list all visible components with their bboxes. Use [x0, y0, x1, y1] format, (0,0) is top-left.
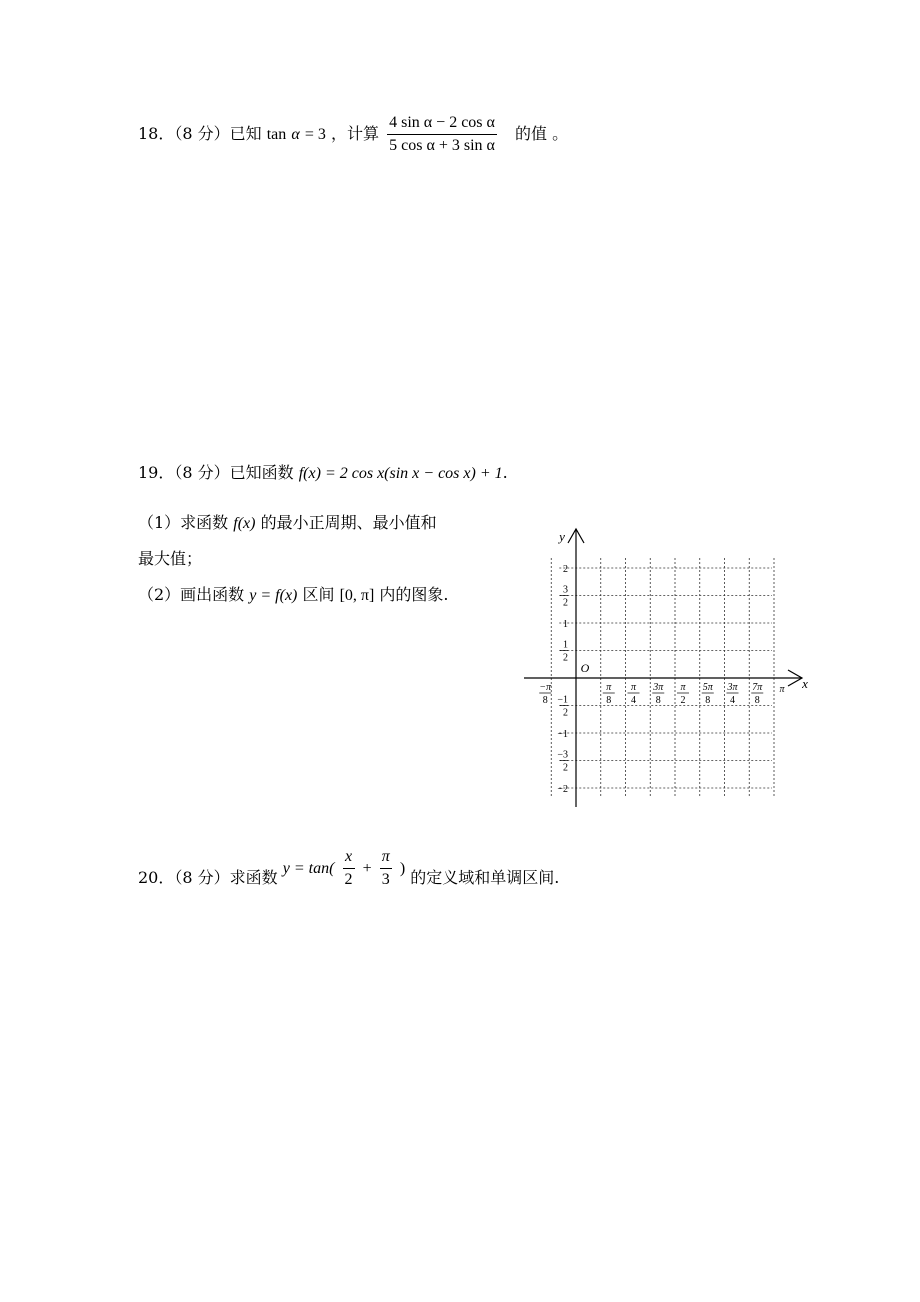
x-tick-label-8: π — [779, 684, 785, 695]
q20-suffix: 的定义域和单调区间. — [410, 868, 560, 887]
y-axis-label: y — [559, 529, 565, 544]
q19-p2-a: （2）画出函数 — [138, 585, 245, 604]
q18-numerator: 4 sin α − 2 cos α — [387, 112, 497, 135]
q20-rparen: ) — [399, 860, 406, 877]
q19-prefix: 19．（8 分）已知函数 — [138, 463, 294, 482]
x-tick-den-6: 4 — [730, 695, 735, 706]
q19-p1-f: f(x) — [233, 515, 256, 532]
x-tick-num-5: 5π — [702, 682, 713, 693]
q18-given-rhs: = 3 — [304, 126, 326, 143]
x-tick-num-2: π — [630, 682, 637, 693]
q20-fraction-1 — [343, 846, 355, 891]
x-tick-num-3: 3π — [653, 682, 664, 693]
x-tick-den-4: 2 — [680, 695, 686, 706]
coordinate-grid — [520, 525, 820, 815]
y-tick-num-1: 3 — [563, 584, 568, 596]
q20-plus: + — [362, 860, 372, 877]
origin-label: O — [580, 661, 590, 675]
q19-p1-a: （1）求函数 — [138, 513, 229, 532]
q19-p1-b: 的最小正周期、最小值和 — [260, 513, 437, 532]
y-tick-num-4: −1 — [557, 694, 568, 706]
x-tick-den-5: 8 — [705, 695, 711, 706]
q20-f1-num: x — [343, 846, 355, 869]
question-20 — [138, 846, 559, 891]
q19-part2 — [138, 582, 449, 605]
q19-p2-interval: [0, π] — [339, 587, 375, 604]
y-tick-label-5: −1 — [557, 729, 568, 740]
y-tick-den-4: 2 — [563, 707, 568, 719]
q18-given-var: α — [291, 126, 300, 143]
q18-mid: ，计算 — [331, 124, 380, 143]
y-tick-num-3: 1 — [563, 639, 568, 651]
q20-f2-num: π — [380, 846, 392, 869]
x-tick-den-2: 4 — [631, 695, 636, 706]
q20-f1-den: 2 — [344, 871, 353, 888]
question-18 — [138, 112, 568, 157]
q20-fraction-2 — [380, 846, 392, 891]
q19-p2-f: y = f(x) — [249, 587, 298, 604]
x-tick-den-0: 8 — [542, 695, 548, 706]
y-tick-label-7: −2 — [557, 784, 568, 795]
x-tick-num-4: π — [680, 682, 686, 693]
q18-suffix: 的值 。 — [515, 124, 569, 143]
y-tick-label-2: 1 — [563, 619, 568, 630]
q18-prefix: 18．（8 分）已知 — [138, 124, 262, 143]
y-tick-den-6: 2 — [563, 762, 568, 774]
x-tick-den-7: 8 — [754, 695, 760, 706]
x-tick-num-6: 3π — [727, 682, 738, 693]
q19-function: f(x) = 2 cos x(sin x − cos x) + 1 — [298, 465, 503, 482]
y-tick-num-6: −3 — [557, 749, 568, 761]
y-tick-den-1: 2 — [563, 597, 568, 609]
q19-p1-c: 最大值； — [138, 549, 203, 568]
question-19 — [138, 460, 508, 483]
x-tick-num-1: π — [606, 682, 612, 693]
y-tick-den-3: 2 — [563, 652, 568, 664]
q19-end: . — [502, 463, 508, 482]
q20-prefix: 20．（8 分）求函数 — [138, 868, 278, 887]
q18-fraction — [387, 112, 497, 157]
x-axis-label: x — [802, 676, 808, 691]
x-tick-den-3: 8 — [655, 695, 661, 706]
q18-denominator: 5 cos α + 3 sin α — [389, 137, 495, 154]
x-tick-num-0: −π — [539, 682, 552, 693]
x-tick-den-1: 8 — [606, 695, 612, 706]
q20-lhs: y = tan( — [282, 860, 335, 877]
q19-p2-c: 内的图象. — [379, 585, 449, 604]
y-tick-label-0: 2 — [563, 564, 568, 575]
q19-p2-b: 区间 — [302, 585, 335, 604]
q18-given-lhs: tan — [266, 126, 287, 143]
q20-f2-den: 3 — [381, 871, 390, 888]
x-tick-num-7: 7π — [752, 682, 763, 693]
q19-part1 — [138, 510, 437, 533]
q19-part1-cont — [138, 546, 202, 569]
